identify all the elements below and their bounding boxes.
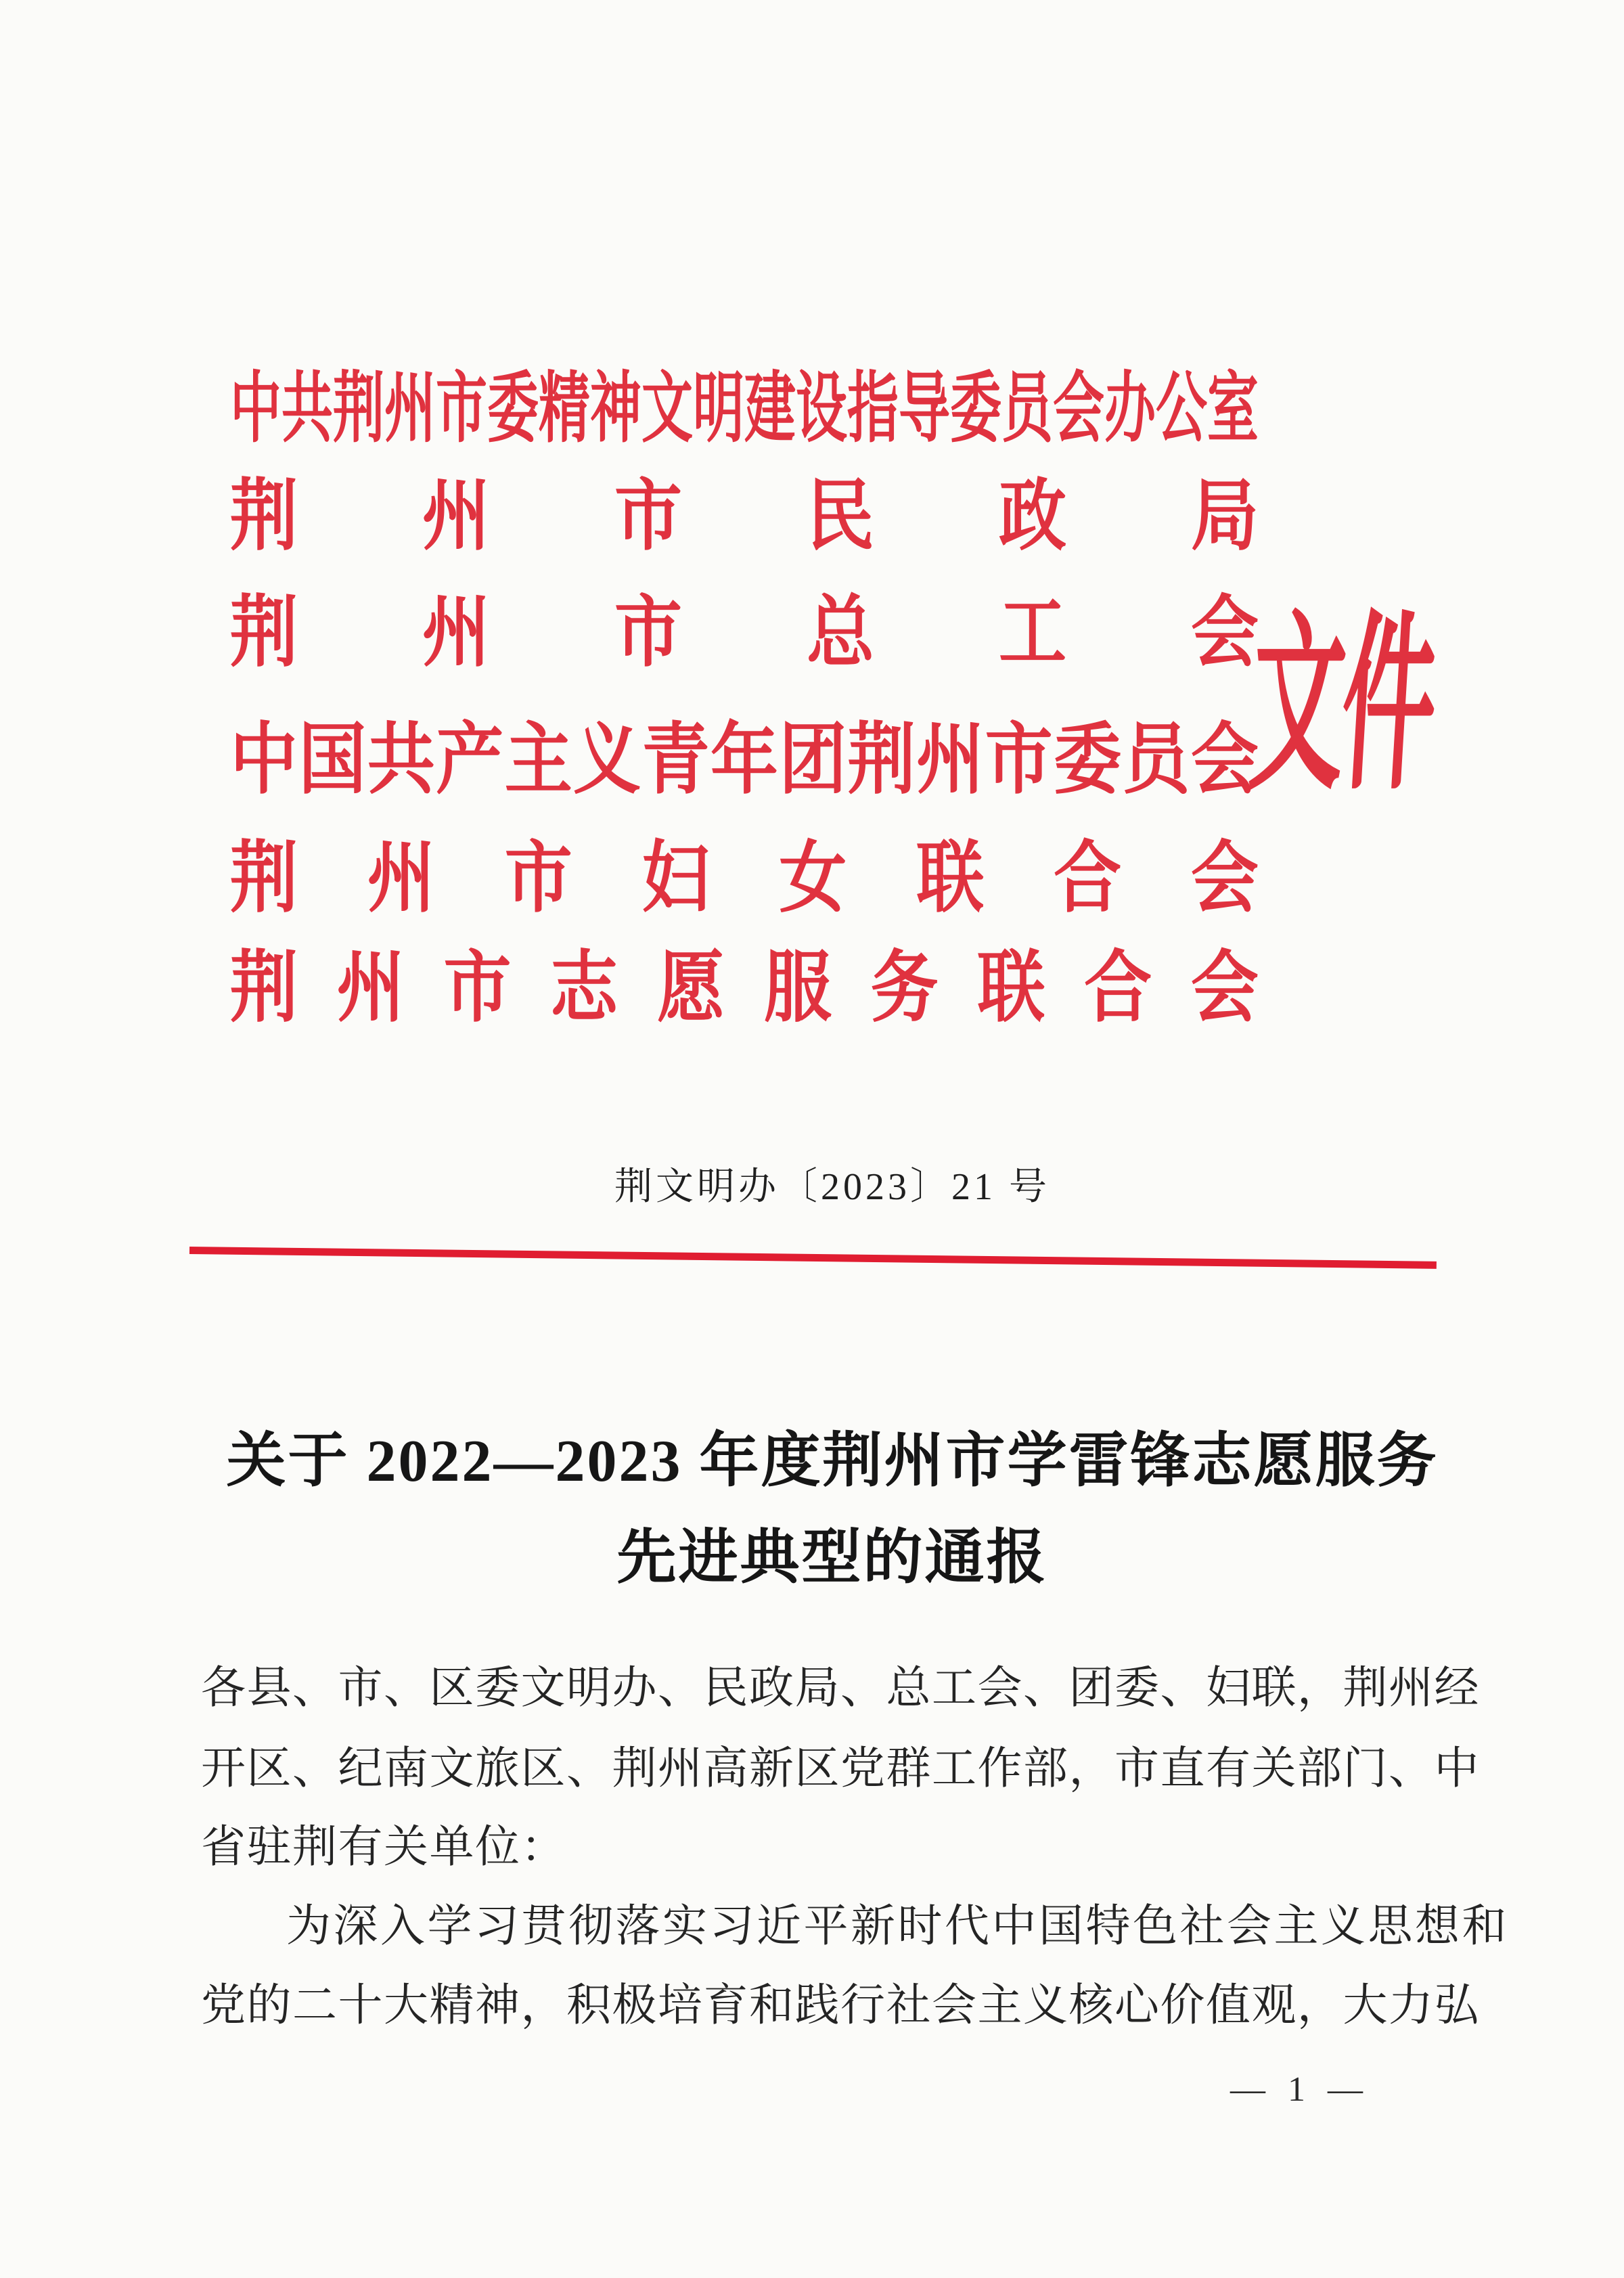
org-line-volunteer-service-federation: 荆 州 市 志 愿 服 务 联 合 会 bbox=[230, 945, 1259, 1031]
document-title-line-2: 先进典型的通报 bbox=[616, 1525, 1048, 1591]
doc-number: 荆文明办〔2023〕21 号 bbox=[614, 1166, 1050, 1208]
body-line-recipients-2: 开区、纪南文旅区、荆州高新区党群工作部，市直有关部门、中 bbox=[201, 1744, 1480, 1793]
red-divider-rule bbox=[189, 1247, 1437, 1269]
org-line-communist-youth-league: 中 国 共 产 主 义 青 年 团 荆 州 市 委 员 会 bbox=[230, 717, 1259, 803]
org-line-federation-trade-unions: 荆 州 市 总 工 会 bbox=[230, 589, 1259, 676]
body-line-recipients-1: 各县、市、区委文明办、民政局、总工会、团委、妇联，荆州经 bbox=[201, 1663, 1480, 1713]
org-line-womens-federation: 荆 州 市 妇 女 联 合 会 bbox=[230, 835, 1259, 922]
document-title bbox=[41, 1413, 1624, 1607]
body-line-recipients-3: 省驻荆有关单位： bbox=[201, 1823, 566, 1872]
org-line-civil-affairs-bureau: 荆 州 市 民 政 局 bbox=[230, 473, 1259, 560]
doc-type-stamp: 文件 bbox=[1245, 600, 1439, 813]
document-title-line-1: 关于 2022—2023 年度荆州市学雷锋志愿服务 bbox=[226, 1429, 1439, 1494]
org-line-civilization-office: 中 共 荆 州 市 委 精 神 文 明 建 设 指 导 委 员 会 办 公 室 bbox=[230, 367, 1259, 452]
body-line-paragraph-2: 党的二十大精神，积极培育和践行社会主义核心价值观，大力弘 bbox=[201, 1981, 1480, 2030]
page-number: — 1 — bbox=[1230, 2070, 1370, 2109]
body-line-paragraph-1: 为深入学习贯彻落实习近平新时代中国特色社会主义思想和 bbox=[286, 1902, 1509, 1951]
